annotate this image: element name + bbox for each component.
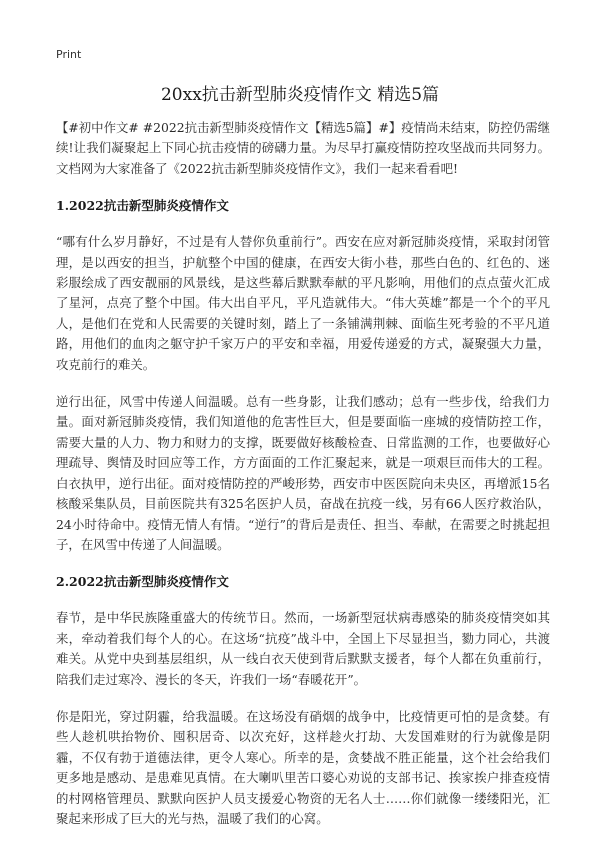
section-paragraph: 春节，是中华民族隆重盛大的传统节日。然而，一场新型冠状病毒感染的肺炎疫情突如其来，牵动着我们每个人的心。在这场“抗疫”战斗中，全国上下尽显担当，勠力同心，共渡难关。从党中央到基层组织，从一线白衣天使到背后默默支援者，每个人都在负重前行，陪我们走过寒冷、漫长的冬天，许我们一场“春暖花开”。 <box>56 610 550 687</box>
section-paragraph: 你是阳光，穿过阴霾，给我温暖。在这场没有硝烟的战争中，比疫情更可怕的是贪婪。有些人趁机哄抬物价、囤积居奇、以次充好，这样趁火打劫、大发国难财的行为就像是阴霾，不仅有勃于道德法律，更令人寒心。所幸的是，贪婪战不胜正能量，这个社会给我们更多地是感动、是患难见真情。在大喇叭里苦口婆心劝说的支部书记、挨家挨户排查疫情的村网格管理员、默默向医护人员支援爱心物资的无名人士……你们就像一缕缕阳光，汇聚起来形成了巨大的光与热，温暖了我们的心窝。 <box>56 708 550 826</box>
article-body <box>56 118 550 846</box>
section-heading: 1.2022抗击新型肺炎疫情作文 <box>56 198 229 214</box>
print-label[interactable]: Print <box>56 48 82 61</box>
section-paragraph: 逆行出征，风雪中传递人间温暖。总有一些身影，让我们感动；总有一些步伐，给我们力量。面对新冠肺炎疫情，我们知道他的危害性巨大，但是要面临一座城的疫情防控工作，需要大量的人力、物力和财力的支撑，既要做好核酸检查、日常监测的工作，也要做好心理疏导、舆情及时回应等工作，方方面面的工作汇聚起来，就是一项艰巨而伟大的工程。白衣执甲，逆行出征。面对疫情防控的严峻形势，西安市中医医院向未央区，再增派15名核酸采集队员，目前医院共有325名医护人员，奋战在抗疫一线，另有66人医疗救治队，24小时待命中。疫情无情人有情。“逆行”的背后是责任、担当、奉献，在需要之时挑起担子，在风雪中传递了人间温暖。 <box>56 394 550 552</box>
section-paragraph: “哪有什么岁月静好，不过是有人替你负重前行”。西安在应对新冠肺炎疫情，采取封闭管理，是以西安的担当，护航整个中国的健康，在西安大街小巷，那些白色的、红色的、迷彩服绘成了西安靓丽的风景线，是这些幕后默默奉献的平凡影响，用他们的点点萤火汇成了星河，点亮了整个中国。伟大出自平凡，平凡造就伟大。“伟大英雄”都是一个个的平凡人，是他们在党和人民需要的关键时刻，踏上了一条铺满荆棘、面临生死考验的不平凡道路，用他们的血肉之躯守护千家万户的平安和幸福，用爱传递爱的方式，凝聚强大力量，攻克前行的难关。 <box>56 234 550 372</box>
page-title: 20xx抗击新型肺炎疫情作文 精选5篇 <box>160 85 440 105</box>
intro-paragraph: 【#初中作文# #2022抗击新型肺炎疫情作文【精选5篇】#】疫情尚未结束，防控仍需继续!让我们凝聚起上下同心抗击疫情的磅礴力量。为尽早打赢疫情防控攻坚战而共同努力。文档网为大家准备了《2022抗击新型肺炎疫情作文》，我们一起来看看吧! <box>56 120 550 176</box>
section-heading: 2.2022抗击新型肺炎疫情作文 <box>56 574 229 590</box>
